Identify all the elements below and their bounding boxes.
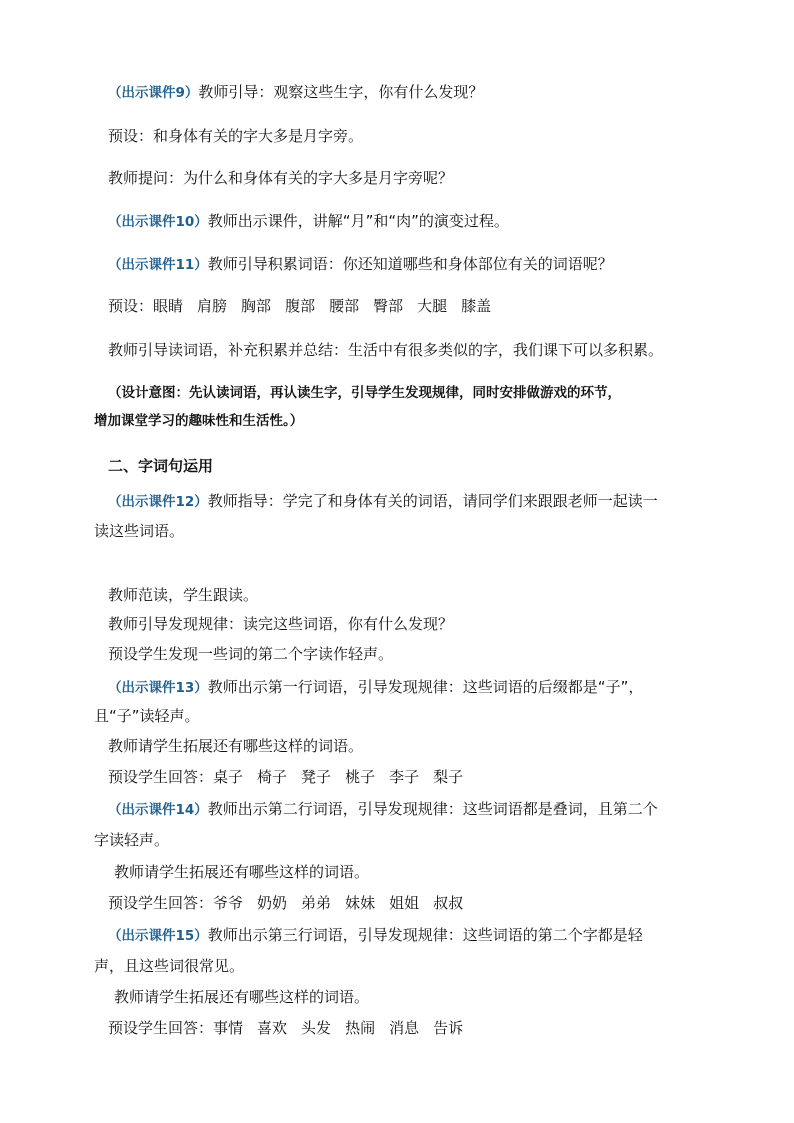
- word: 姐姐: [389, 894, 420, 912]
- word: 肩膀: [197, 297, 228, 315]
- word: 事情: [213, 1019, 244, 1037]
- word: 膝盖: [461, 297, 492, 315]
- paragraph-extend: 教师请学生拓展还有哪些这样的词语。: [114, 988, 370, 1006]
- word: 叔叔: [433, 894, 464, 912]
- paragraph-text: 教师指导：学完了和身体有关的词语，请同学们来跟跟老师一起读一: [207, 492, 658, 510]
- paragraph-text: 教师引导：观察这些生字，你有什么发现？: [198, 83, 484, 101]
- paragraph-courseware-11: [108, 253, 613, 276]
- paragraph-text: 教师出示第三行词语，引导发现规律：这些词语的第二个字都是轻: [207, 926, 643, 944]
- paragraph-preset-neutral-tone: 预设学生发现一些词的第二个字读作轻声。: [108, 645, 394, 663]
- courseware-reference: （出示课件12）: [108, 494, 208, 510]
- preset-label: 预设学生回答：: [108, 1019, 214, 1037]
- paragraph-preset-1: 预设：和身体有关的字大多是月字旁。: [108, 127, 364, 145]
- word: 腹部: [285, 297, 316, 315]
- word: 热闹: [345, 1019, 376, 1037]
- paragraph-find-rule: 教师引导发现规律：读完这些词语，你有什么发现？: [108, 615, 454, 633]
- word: 梨子: [433, 768, 464, 786]
- paragraph-continuation: 读这些词语。: [94, 522, 185, 540]
- preset-label: 预设：: [108, 297, 154, 315]
- word: 腰部: [329, 297, 360, 315]
- courseware-reference: （出示课件14）: [108, 802, 208, 818]
- design-intent-line-2: 增加课堂学习的趣味性和生活性。）: [94, 413, 304, 429]
- word: 喜欢: [257, 1019, 288, 1037]
- paragraph-courseware-9: [108, 81, 483, 104]
- word: 奶奶: [257, 894, 288, 912]
- word: 桌子: [213, 768, 244, 786]
- paragraph-continuation: 声，且这些词很常见。: [94, 957, 245, 975]
- paragraph-model-reading: 教师范读，学生跟读。: [108, 586, 259, 604]
- courseware-reference: （出示课件13）: [108, 680, 208, 696]
- preset-answer-words: [108, 1017, 463, 1039]
- paragraph-text: 教师引导积累词语：你还知道哪些和身体部位有关的词语呢？: [207, 255, 613, 273]
- paragraph-courseware-14: [108, 798, 658, 821]
- word: 大腿: [417, 297, 448, 315]
- paragraph-text: 教师出示课件，讲解“月”和“肉”的演变过程。: [207, 212, 509, 230]
- preset-label: 预设学生回答：: [108, 768, 214, 786]
- word: 李子: [389, 768, 420, 786]
- courseware-reference: （出示课件11）: [108, 257, 208, 273]
- word: 弟弟: [301, 894, 332, 912]
- word: 消息: [389, 1019, 420, 1037]
- paragraph-text: 教师出示第二行词语，引导发现规律：这些词语都是叠词，且第二个: [207, 800, 658, 818]
- preset-body-words: [108, 295, 491, 317]
- paragraph-courseware-12: [108, 490, 658, 513]
- paragraph-continuation: 且“子”读轻声。: [94, 707, 200, 725]
- paragraph-courseware-15: [108, 924, 643, 947]
- preset-answer-words: [108, 766, 463, 788]
- word: 妹妹: [345, 894, 376, 912]
- word: 胸部: [241, 297, 272, 315]
- word: 凳子: [301, 768, 332, 786]
- paragraph-text: 教师出示第一行词语，引导发现规律：这些词语的后缀都是“子”，: [207, 678, 644, 696]
- paragraph-extend: 教师请学生拓展还有哪些这样的词语。: [108, 737, 364, 755]
- word: 椅子: [257, 768, 288, 786]
- courseware-reference: （出示课件15）: [108, 928, 208, 944]
- paragraph-teacher-question: 教师提问：为什么和身体有关的字大多是月字旁呢？: [108, 169, 454, 187]
- paragraph-courseware-10: [108, 210, 509, 233]
- section-heading: 二、字词句运用: [108, 457, 214, 475]
- word: 眼睛: [153, 297, 184, 315]
- paragraph-continuation: 字读轻声。: [94, 831, 170, 849]
- courseware-reference: （出示课件9）: [108, 85, 199, 101]
- word: 爷爷: [213, 894, 244, 912]
- paragraph-extend: 教师请学生拓展还有哪些这样的词语。: [114, 863, 370, 881]
- word: 桃子: [345, 768, 376, 786]
- preset-answer-words: [108, 892, 463, 914]
- word: 头发: [301, 1019, 332, 1037]
- paragraph-summary: 教师引导读词语，补充积累并总结：生活中有很多类似的字，我们课下可以多积累。: [108, 341, 664, 359]
- preset-label: 预设学生回答：: [108, 894, 214, 912]
- word: 告诉: [433, 1019, 464, 1037]
- courseware-reference: （出示课件10）: [108, 214, 208, 230]
- word: 臀部: [373, 297, 404, 315]
- design-intent-line-1: （设计意图：先认读词语，再认读生字，引导学生发现规律，同时安排做游戏的环节，: [108, 385, 621, 401]
- paragraph-courseware-13: [108, 676, 643, 699]
